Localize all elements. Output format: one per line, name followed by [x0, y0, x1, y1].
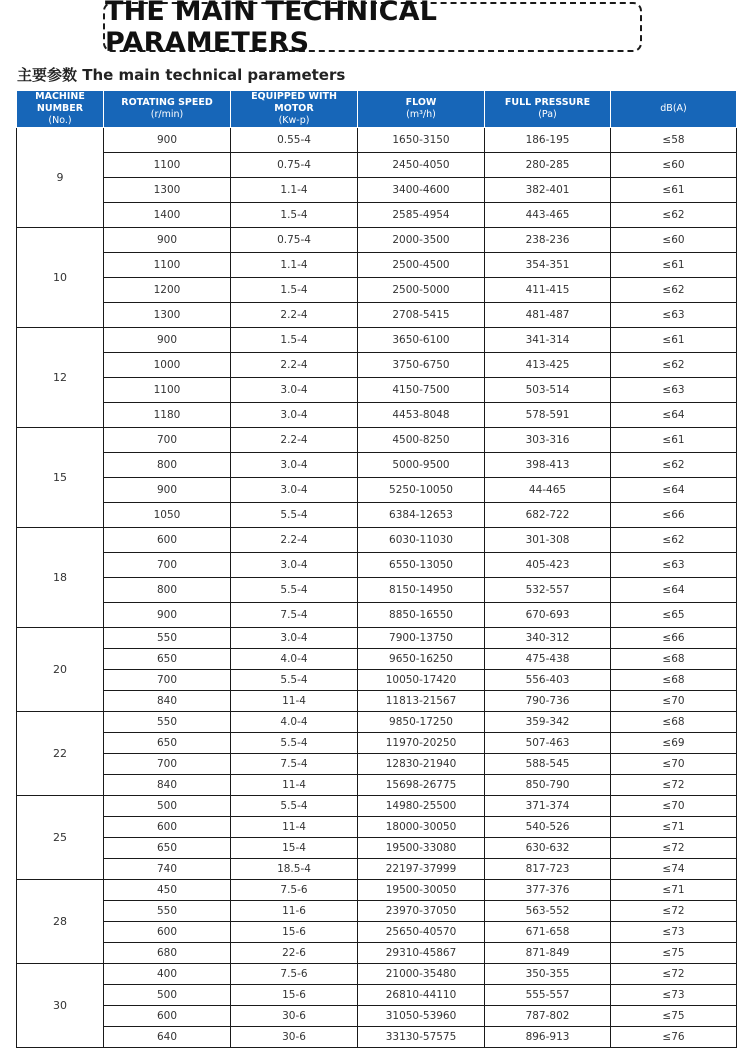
cell-noise: ≤68: [611, 670, 737, 691]
table-row: [17, 796, 737, 817]
cell-full-pressure: 556-403: [485, 670, 611, 691]
table-row: [17, 503, 737, 528]
cell-flow: 2500-4500: [358, 253, 485, 278]
table-row: [17, 922, 737, 943]
cell-machine-number: 18: [17, 528, 104, 628]
cell-rotating-speed: 700: [104, 428, 231, 453]
cell-full-pressure: 787-802: [485, 1006, 611, 1027]
cell-full-pressure: 563-552: [485, 901, 611, 922]
cell-flow: 5000-9500: [358, 453, 485, 478]
cell-machine-number: 20: [17, 628, 104, 712]
cell-noise: ≤60: [611, 153, 737, 178]
cell-rotating-speed: 800: [104, 578, 231, 603]
header-flow: FLOW (m³/h): [358, 91, 485, 128]
cell-flow: 1650-3150: [358, 128, 485, 153]
cell-rotating-speed: 800: [104, 453, 231, 478]
table-row: [17, 278, 737, 303]
cell-motor: 3.0-4: [231, 553, 358, 578]
cell-rotating-speed: 840: [104, 775, 231, 796]
cell-noise: ≤66: [611, 628, 737, 649]
cell-full-pressure: 359-342: [485, 712, 611, 733]
cell-flow: 15698-26775: [358, 775, 485, 796]
cell-rotating-speed: 1050: [104, 503, 231, 528]
cell-flow: 31050-53960: [358, 1006, 485, 1027]
machine-group: [17, 428, 737, 528]
cell-flow: 26810-44110: [358, 985, 485, 1006]
table-row: [17, 712, 737, 733]
cell-motor: 2.2-4: [231, 303, 358, 328]
cell-noise: ≤75: [611, 1006, 737, 1027]
table-row: [17, 578, 737, 603]
table-row: [17, 649, 737, 670]
cell-flow: 2585-4954: [358, 203, 485, 228]
cell-motor: 7.5-6: [231, 964, 358, 985]
cell-flow: 22197-37999: [358, 859, 485, 880]
machine-group: [17, 880, 737, 964]
table-row: [17, 670, 737, 691]
cell-flow: 8150-14950: [358, 578, 485, 603]
cell-motor: 0.75-4: [231, 228, 358, 253]
header-motor: EQUIPPED WITH MOTOR (Kw-p): [231, 91, 358, 128]
cell-machine-number: 10: [17, 228, 104, 328]
parameters-table: [16, 90, 737, 1048]
cell-flow: 33130-57575: [358, 1027, 485, 1048]
table-row: [17, 128, 737, 153]
cell-motor: 15-6: [231, 922, 358, 943]
machine-group: [17, 796, 737, 880]
cell-flow: 6550-13050: [358, 553, 485, 578]
cell-rotating-speed: 900: [104, 328, 231, 353]
cell-full-pressure: 481-487: [485, 303, 611, 328]
header-rotating-speed: ROTATING SPEED (r/min): [104, 91, 231, 128]
cell-motor: 30-6: [231, 1027, 358, 1048]
cell-full-pressure: 341-314: [485, 328, 611, 353]
cell-motor: 4.0-4: [231, 649, 358, 670]
machine-group: [17, 712, 737, 796]
cell-flow: 3400-4600: [358, 178, 485, 203]
cell-noise: ≤61: [611, 178, 737, 203]
cell-rotating-speed: 740: [104, 859, 231, 880]
cell-noise: ≤62: [611, 453, 737, 478]
cell-rotating-speed: 1180: [104, 403, 231, 428]
cell-flow: 6384-12653: [358, 503, 485, 528]
cell-flow: 23970-37050: [358, 901, 485, 922]
cell-flow: 29310-45867: [358, 943, 485, 964]
header-full-pressure: FULL PRESSURE (Pa): [485, 91, 611, 128]
cell-flow: 3650-6100: [358, 328, 485, 353]
table-row: [17, 453, 737, 478]
cell-full-pressure: 630-632: [485, 838, 611, 859]
cell-full-pressure: 443-465: [485, 203, 611, 228]
cell-motor: 3.0-4: [231, 403, 358, 428]
cell-flow: 8850-16550: [358, 603, 485, 628]
table-row: [17, 303, 737, 328]
cell-noise: ≤70: [611, 691, 737, 712]
cell-motor: 2.2-4: [231, 428, 358, 453]
cell-full-pressure: 238-236: [485, 228, 611, 253]
cell-full-pressure: 371-374: [485, 796, 611, 817]
cell-rotating-speed: 500: [104, 985, 231, 1006]
cell-full-pressure: 354-351: [485, 253, 611, 278]
cell-motor: 7.5-4: [231, 603, 358, 628]
cell-motor: 5.5-4: [231, 578, 358, 603]
cell-noise: ≤61: [611, 428, 737, 453]
cell-full-pressure: 871-849: [485, 943, 611, 964]
cell-flow: 3750-6750: [358, 353, 485, 378]
machine-group: [17, 128, 737, 228]
cell-noise: ≤70: [611, 754, 737, 775]
cell-full-pressure: 398-413: [485, 453, 611, 478]
cell-noise: ≤63: [611, 303, 737, 328]
cell-machine-number: 22: [17, 712, 104, 796]
cell-full-pressure: 280-285: [485, 153, 611, 178]
cell-motor: 11-4: [231, 775, 358, 796]
cell-flow: 11813-21567: [358, 691, 485, 712]
cell-motor: 2.2-4: [231, 353, 358, 378]
cell-full-pressure: 413-425: [485, 353, 611, 378]
cell-motor: 1.1-4: [231, 178, 358, 203]
cell-flow: 5250-10050: [358, 478, 485, 503]
cell-motor: 0.75-4: [231, 153, 358, 178]
cell-full-pressure: 350-355: [485, 964, 611, 985]
cell-full-pressure: 405-423: [485, 553, 611, 578]
cell-flow: 4453-8048: [358, 403, 485, 428]
cell-flow: 2500-5000: [358, 278, 485, 303]
cell-noise: ≤72: [611, 901, 737, 922]
cell-machine-number: 9: [17, 128, 104, 228]
cell-motor: 1.5-4: [231, 203, 358, 228]
cell-rotating-speed: 600: [104, 817, 231, 838]
cell-flow: 19500-30050: [358, 880, 485, 901]
table-row: [17, 985, 737, 1006]
cell-full-pressure: 670-693: [485, 603, 611, 628]
cell-flow: 2000-3500: [358, 228, 485, 253]
cell-rotating-speed: 400: [104, 964, 231, 985]
table-row: [17, 964, 737, 985]
cell-flow: 2450-4050: [358, 153, 485, 178]
machine-group: [17, 328, 737, 428]
cell-flow: 7900-13750: [358, 628, 485, 649]
cell-noise: ≤72: [611, 964, 737, 985]
cell-rotating-speed: 1300: [104, 178, 231, 203]
cell-motor: 7.5-4: [231, 754, 358, 775]
cell-flow: 10050-17420: [358, 670, 485, 691]
table-row: [17, 253, 737, 278]
cell-motor: 1.5-4: [231, 328, 358, 353]
cell-full-pressure: 303-316: [485, 428, 611, 453]
cell-rotating-speed: 900: [104, 228, 231, 253]
cell-noise: ≤63: [611, 553, 737, 578]
cell-noise: ≤58: [611, 128, 737, 153]
cell-rotating-speed: 900: [104, 603, 231, 628]
cell-motor: 18.5-4: [231, 859, 358, 880]
cell-flow: 19500-33080: [358, 838, 485, 859]
table-row: [17, 901, 737, 922]
page-banner-title: THE MAIN TECHNICAL PARAMETERS: [103, 2, 642, 52]
cell-full-pressure: 850-790: [485, 775, 611, 796]
cell-noise: ≤68: [611, 649, 737, 670]
cell-flow: 9850-17250: [358, 712, 485, 733]
cell-flow: 9650-16250: [358, 649, 485, 670]
cell-rotating-speed: 550: [104, 901, 231, 922]
cell-rotating-speed: 1100: [104, 378, 231, 403]
cell-motor: 1.1-4: [231, 253, 358, 278]
cell-noise: ≤71: [611, 817, 737, 838]
cell-motor: 5.5-4: [231, 670, 358, 691]
cell-rotating-speed: 1100: [104, 253, 231, 278]
cell-motor: 22-6: [231, 943, 358, 964]
cell-full-pressure: 532-557: [485, 578, 611, 603]
cell-noise: ≤62: [611, 203, 737, 228]
cell-full-pressure: 578-591: [485, 403, 611, 428]
cell-motor: 15-4: [231, 838, 358, 859]
parameters-table-container: [16, 90, 736, 1048]
table-row: [17, 203, 737, 228]
cell-noise: ≤64: [611, 578, 737, 603]
cell-full-pressure: 588-545: [485, 754, 611, 775]
cell-noise: ≤70: [611, 796, 737, 817]
cell-noise: ≤69: [611, 733, 737, 754]
cell-rotating-speed: 840: [104, 691, 231, 712]
cell-motor: 4.0-4: [231, 712, 358, 733]
cell-rotating-speed: 900: [104, 128, 231, 153]
cell-motor: 3.0-4: [231, 628, 358, 649]
cell-noise: ≤61: [611, 328, 737, 353]
cell-motor: 30-6: [231, 1006, 358, 1027]
cell-rotating-speed: 600: [104, 528, 231, 553]
table-row: [17, 838, 737, 859]
cell-motor: 3.0-4: [231, 478, 358, 503]
cell-rotating-speed: 1200: [104, 278, 231, 303]
cell-noise: ≤63: [611, 378, 737, 403]
header-noise: dB(A): [611, 91, 737, 128]
cell-rotating-speed: 900: [104, 478, 231, 503]
cell-rotating-speed: 650: [104, 649, 231, 670]
cell-rotating-speed: 500: [104, 796, 231, 817]
cell-noise: ≤75: [611, 943, 737, 964]
cell-motor: 5.5-4: [231, 503, 358, 528]
table-row: [17, 880, 737, 901]
cell-machine-number: 28: [17, 880, 104, 964]
cell-noise: ≤61: [611, 253, 737, 278]
cell-motor: 2.2-4: [231, 528, 358, 553]
cell-noise: ≤62: [611, 353, 737, 378]
table-row: [17, 1027, 737, 1048]
cell-motor: 7.5-6: [231, 880, 358, 901]
cell-motor: 5.5-4: [231, 796, 358, 817]
cell-rotating-speed: 1300: [104, 303, 231, 328]
cell-flow: 4150-7500: [358, 378, 485, 403]
machine-group: [17, 628, 737, 712]
machine-group: [17, 964, 737, 1048]
cell-noise: ≤71: [611, 880, 737, 901]
cell-machine-number: 25: [17, 796, 104, 880]
cell-full-pressure: 382-401: [485, 178, 611, 203]
machine-group: [17, 228, 737, 328]
machine-group: [17, 528, 737, 628]
cell-noise: ≤62: [611, 528, 737, 553]
cell-noise: ≤64: [611, 478, 737, 503]
cell-motor: 11-6: [231, 901, 358, 922]
table-row: [17, 353, 737, 378]
cell-full-pressure: 817-723: [485, 859, 611, 880]
table-row: [17, 553, 737, 578]
cell-motor: 0.55-4: [231, 128, 358, 153]
cell-machine-number: 30: [17, 964, 104, 1048]
cell-full-pressure: 377-376: [485, 880, 611, 901]
table-row: [17, 817, 737, 838]
cell-noise: ≤65: [611, 603, 737, 628]
table-row: [17, 754, 737, 775]
cell-noise: ≤74: [611, 859, 737, 880]
section-subtitle: 主要参数 The main technical parameters: [17, 66, 346, 84]
cell-noise: ≤73: [611, 985, 737, 1006]
cell-full-pressure: 555-557: [485, 985, 611, 1006]
cell-flow: 21000-35480: [358, 964, 485, 985]
table-row: [17, 1006, 737, 1027]
cell-rotating-speed: 1400: [104, 203, 231, 228]
cell-rotating-speed: 1000: [104, 353, 231, 378]
cell-motor: 5.5-4: [231, 733, 358, 754]
cell-noise: ≤62: [611, 278, 737, 303]
cell-flow: 25650-40570: [358, 922, 485, 943]
cell-full-pressure: 186-195: [485, 128, 611, 153]
cell-flow: 12830-21940: [358, 754, 485, 775]
cell-rotating-speed: 650: [104, 838, 231, 859]
table-header-row: [17, 91, 737, 128]
cell-motor: 3.0-4: [231, 378, 358, 403]
cell-full-pressure: 411-415: [485, 278, 611, 303]
cell-full-pressure: 507-463: [485, 733, 611, 754]
cell-flow: 18000-30050: [358, 817, 485, 838]
cell-full-pressure: 475-438: [485, 649, 611, 670]
table-row: [17, 775, 737, 796]
cell-flow: 14980-25500: [358, 796, 485, 817]
cell-noise: ≤73: [611, 922, 737, 943]
cell-flow: 2708-5415: [358, 303, 485, 328]
cell-rotating-speed: 550: [104, 712, 231, 733]
table-row: [17, 403, 737, 428]
cell-full-pressure: 540-526: [485, 817, 611, 838]
cell-rotating-speed: 1100: [104, 153, 231, 178]
table-row: [17, 378, 737, 403]
cell-motor: 3.0-4: [231, 453, 358, 478]
table-row: [17, 153, 737, 178]
cell-machine-number: 15: [17, 428, 104, 528]
cell-full-pressure: 790-736: [485, 691, 611, 712]
cell-noise: ≤72: [611, 838, 737, 859]
cell-motor: 15-6: [231, 985, 358, 1006]
cell-full-pressure: 896-913: [485, 1027, 611, 1048]
table-row: [17, 228, 737, 253]
table-row: [17, 733, 737, 754]
table-row: [17, 428, 737, 453]
cell-motor: 11-4: [231, 691, 358, 712]
header-machine-number: MACHINE NUMBER (No.): [17, 91, 104, 128]
cell-motor: 1.5-4: [231, 278, 358, 303]
cell-noise: ≤66: [611, 503, 737, 528]
cell-rotating-speed: 700: [104, 754, 231, 775]
cell-flow: 6030-11030: [358, 528, 485, 553]
cell-full-pressure: 340-312: [485, 628, 611, 649]
cell-flow: 11970-20250: [358, 733, 485, 754]
table-row: [17, 628, 737, 649]
cell-rotating-speed: 600: [104, 1006, 231, 1027]
table-row: [17, 178, 737, 203]
table-row: [17, 859, 737, 880]
cell-machine-number: 12: [17, 328, 104, 428]
table-row: [17, 328, 737, 353]
cell-rotating-speed: 450: [104, 880, 231, 901]
cell-noise: ≤64: [611, 403, 737, 428]
table-row: [17, 478, 737, 503]
table-row: [17, 943, 737, 964]
cell-rotating-speed: 650: [104, 733, 231, 754]
cell-rotating-speed: 600: [104, 922, 231, 943]
cell-full-pressure: 44-465: [485, 478, 611, 503]
cell-full-pressure: 682-722: [485, 503, 611, 528]
cell-noise: ≤68: [611, 712, 737, 733]
cell-full-pressure: 503-514: [485, 378, 611, 403]
cell-rotating-speed: 700: [104, 553, 231, 578]
cell-flow: 4500-8250: [358, 428, 485, 453]
cell-noise: ≤72: [611, 775, 737, 796]
table-row: [17, 603, 737, 628]
cell-rotating-speed: 680: [104, 943, 231, 964]
cell-rotating-speed: 700: [104, 670, 231, 691]
cell-noise: ≤60: [611, 228, 737, 253]
table-row: [17, 691, 737, 712]
cell-full-pressure: 671-658: [485, 922, 611, 943]
cell-rotating-speed: 550: [104, 628, 231, 649]
table-row: [17, 528, 737, 553]
cell-motor: 11-4: [231, 817, 358, 838]
cell-rotating-speed: 640: [104, 1027, 231, 1048]
cell-noise: ≤76: [611, 1027, 737, 1048]
cell-full-pressure: 301-308: [485, 528, 611, 553]
